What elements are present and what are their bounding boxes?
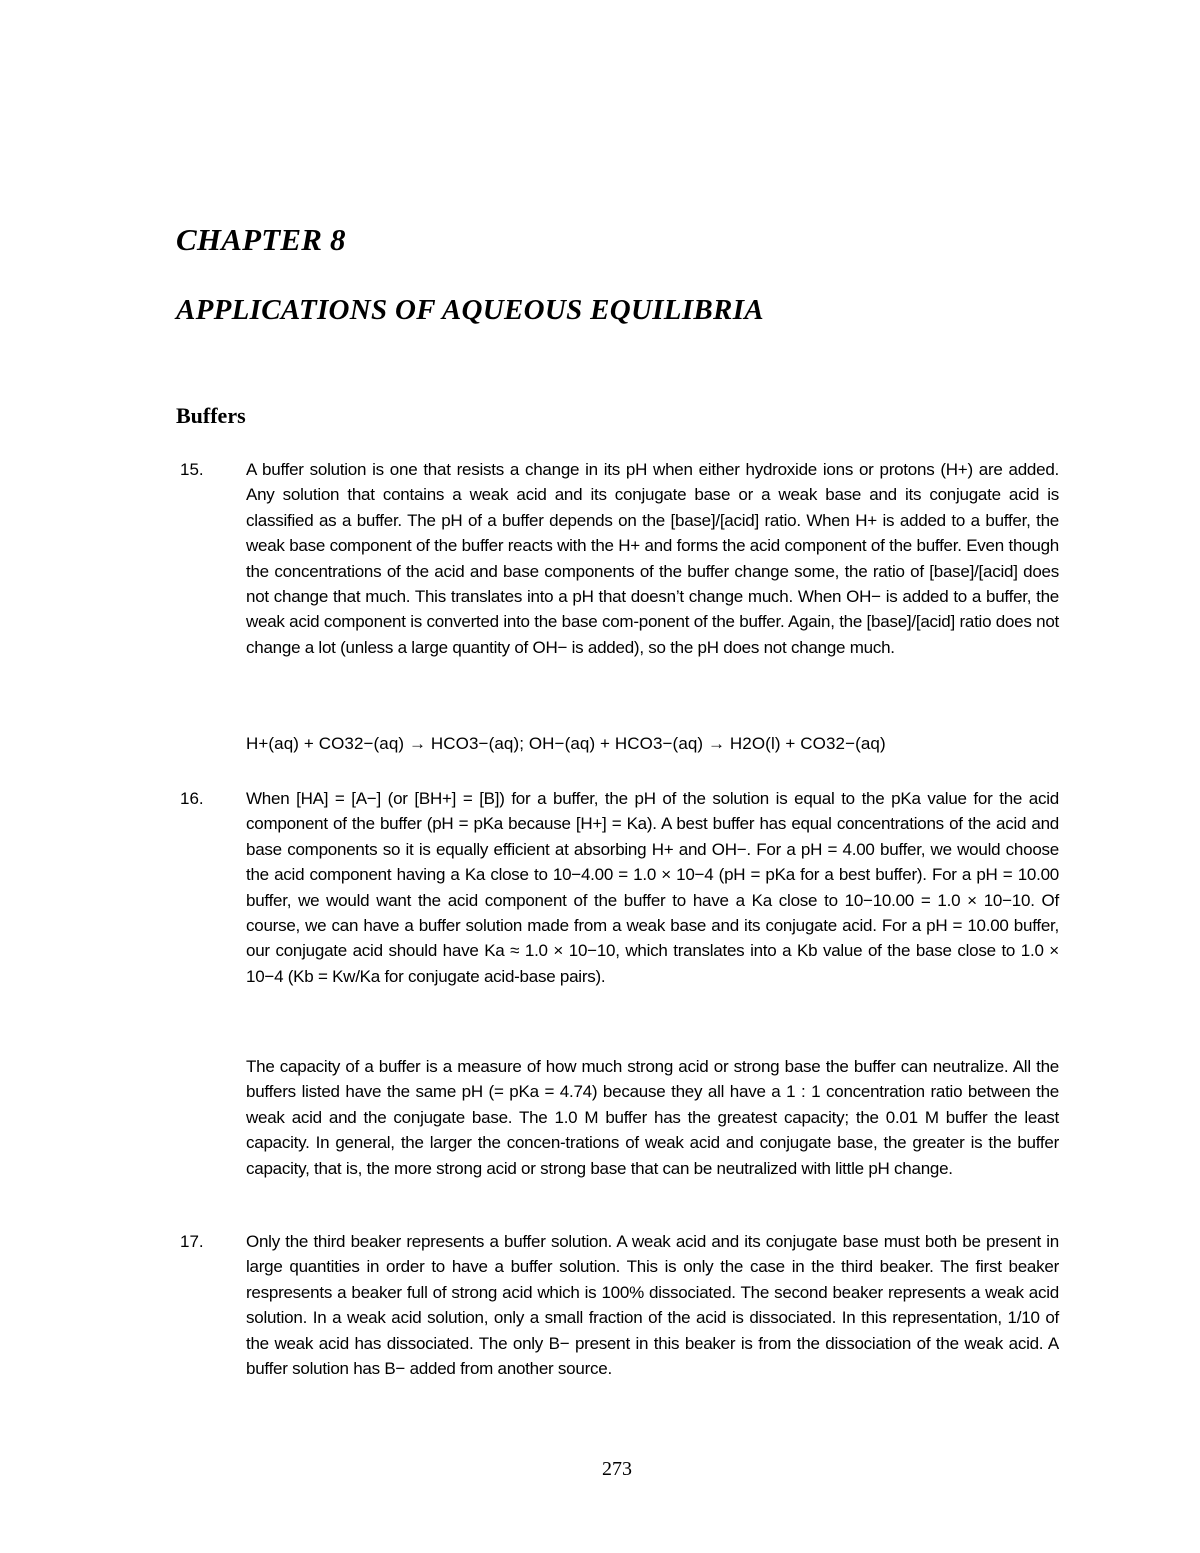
problem-number: 16. (180, 789, 204, 808)
page-number: 273 (602, 1458, 632, 1480)
section-heading: Buffers (176, 403, 246, 428)
problem-paragraph: The capacity of a buffer is a measure of how much strong acid or strong base the buffer can neutralize. All the buffers listed have the same pH (= pKa = 4.74) because they all have a 1 : 1 concentration ratio between the weak acid and the conjugate base. The 1.0 M buffer has the greatest capacity; the 0.01 M buffer the least capacity. In general, the larger the concen-trations of weak acid and conjugate base, the greater is the buffer capacity, that is, the more strong acid or strong base that can be neutralized with little pH change. (246, 1057, 1059, 1178)
problem-paragraph: When [HA] = [A−] (or [BH+] = [B]) for a buffer, the pH of the solution is equal to the pKa value for the acid component of the buffer (pH = pKa because [H+] = Ka). A best buffer has equal concentrations of the acid and base components so it is equally efficient at absorbing H+ and OH−. For a pH = 4.00 buffer, we would choose the acid component having a Ka close to 10−4.00 = 1.0 × 10−4 (pH = pKa for a best buffer). For a pH = 10.00 buffer, we would want the acid component of the buffer to have a Ka close to 10−10.00 = 1.0 × 10−10. Of course, we can have a buffer solution made from a weak base and its conjugate acid. For a pH = 10.00 buffer, our conjugate acid should have Ka ≈ 1.0 × 10−10, which translates into a Kb value of the base close to 1.0 × 10−4 (Kb = Kw/Ka for conjugate acid-base pairs). (246, 789, 1059, 986)
chemical-equation: H+(aq) + CO32−(aq) → HCO3−(aq); OH−(aq) + HCO3−(aq) → H2O(l) + CO32−(aq) (246, 734, 886, 753)
problem-paragraph: Only the third beaker represents a buffer solution. A weak acid and its conjugate base must both be present in large quantities in order to have a buffer solution. This is only the case in the third beaker. The first beaker respresents a beaker full of strong acid which is 100% dissociated. The second beaker represents a weak acid solution. In a weak acid solution, only a small fraction of the acid is dissociated. In this representation, 1/10 of the weak acid has dissociated. The only B− present in this beaker is from the dissociation of the weak acid. A buffer solution has B− added from another source. (246, 1232, 1059, 1379)
chapter-subtitle: APPLICATIONS OF AQUEOUS EQUILIBRIA (176, 294, 764, 326)
problem-paragraph: A buffer solution is one that resists a change in its pH when either hydroxide ions or protons (H+) are added. Any solution that contains a weak acid and its conjugate base or a weak base and its conjugate acid is classified as a buffer. The pH of a buffer depends on the [base]/[acid] ratio. When H+ is added to a buffer, the weak base component of the buffer reacts with the H+ and forms the acid component of the buffer. Even though the concentrations of the acid and base components of the buffer change some, the ratio of [base]/[acid] does not change that much. This translates into a pH that doesn’t change much. When OH− is added to a buffer, the weak acid component is converted into the base com-ponent of the buffer. Again, the [base]/[acid] ratio does not change a lot (unless a large quantity of OH− is added), so the pH does not change much. (246, 460, 1059, 657)
chapter-title: CHAPTER 8 (176, 222, 346, 257)
problem-number: 17. (180, 1232, 204, 1251)
problem-number: 15. (180, 460, 204, 479)
